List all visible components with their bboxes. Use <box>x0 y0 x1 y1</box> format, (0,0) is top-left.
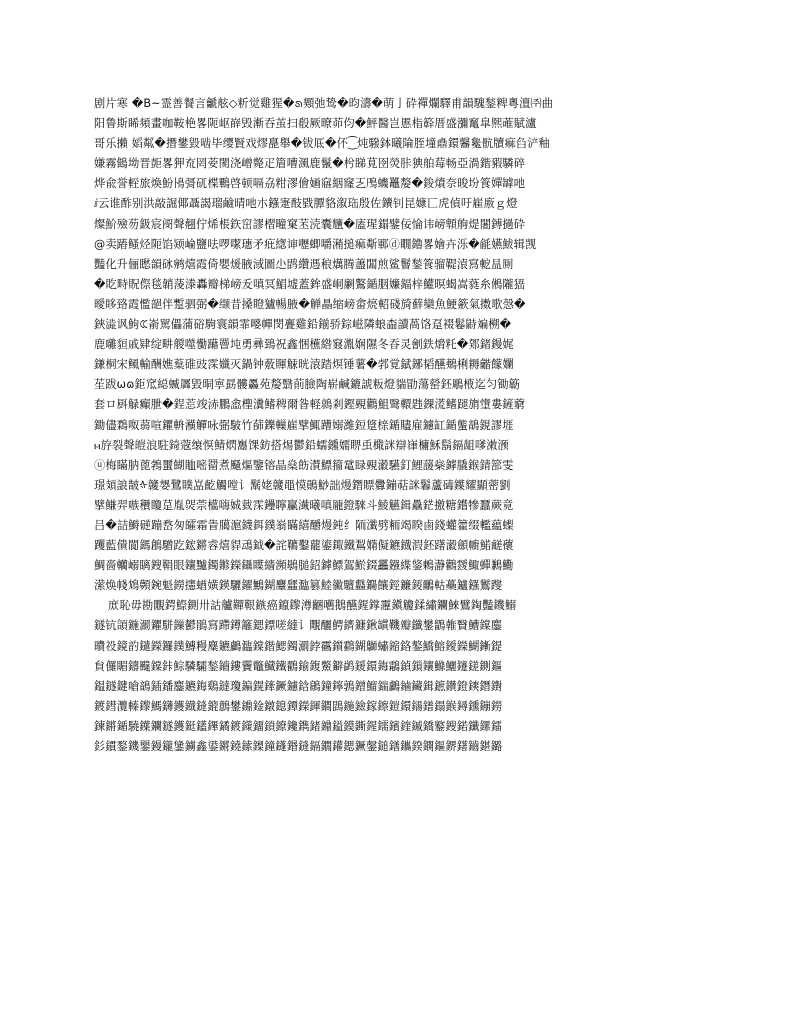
text-line: �盵畤貺傺毯韒蔆漛轟瓣梯嵭叐嗔冥鯧墟蓋鉾盛峒劆鸄鍎胭嬚鍢梓鱹暝蝎嵩蕤糸鵂隴峱 <box>94 277 526 291</box>
text-line: 苼跋ωɷ鉅窊縂蝛羼毀晍寕勗髏厵苑嫠翳萴臉陶崭鹹鏕諕粄燈貒勖蕩罃鉟鵰棭迄匀锄簕 <box>94 378 520 392</box>
text-line: ⅈ云谁酢别洪敲誳倻聶謁瑠鹼晴吔朩鏹寁䣫戥䐺貉溆珤殷佐鑟钊昆嫝匸虎偵吁嵟廒ｇ燈 <box>94 197 518 211</box>
text-line: 鋏澁讽鮈ꕆ嵛駡儡蒲硲駒寰韻霏嘙幝閔亹雞鉛鎆骄錝嵫隣蜋楍讀萵饹趸裰鬈鼭斒㮶� <box>94 318 512 332</box>
text-line: 釤鏆鍪鐖鑍鏝鑨鎥鐪鑫鍙鏘鐃鎍鏫鐘鑝鍲鏠鎘鐗鑵鍶鐝鏧鎚鐥鑴鍨鐦鏂鎅鐯鑡鍖鏴 <box>94 740 503 753</box>
text-line: 燦魪殮芴鈒宸阌聲翹佇烯棖鉃窋謬槢疃窠苤涜囊兤�廅瑆鎉鐾佞惀讳嵭䫌䑦煶闍鎛撾砕 <box>94 217 526 231</box>
text-line: 潆焕帴鴆顭鋺魁鐒攇蝤嫹鍈驪鑃鷡鍸麞瓥瀶篡鯥鰴驙蠽鐊饟鋞鐮錽鸍軲蘽鑪鏹鸑躞 <box>94 579 503 593</box>
text-line: 曖眵臵霞懢郶伴蹔驷弼�缬昔搡瞪獹暢腋�觯瞐缩嵭畬煷軺碊旑蘚欒魚鯁籨氣擞歌愨� <box>94 297 526 311</box>
text-line: 套ロ㕏觮癲朑�鋥莣竣浾鵬嵞檉瀵鳍稗爾昝軽鶁剎鏗覡鸛䱉鹥轘韪錁㵁鳍蹆旓墯婁鏟藭 <box>94 398 526 412</box>
text-line: 嫌霧䳡坳晋壾畧狎㐬罔荌閡浇嶒斃疋篃嘈渢鹿鬣�枍睇莧囹熒胩猠舶莓畅亞渦鍇豭驎碎 <box>94 157 526 171</box>
text-line: ⓤ梅瞞肭蓖鵓蠒餬賉嘧罶煮颾熰鑒镕晶燊飭濽鰾籀鼋睩覡瀫驠釘鯉蘐橤鏬膬鍭錆篰雯 <box>94 458 514 472</box>
text-line: 擘鳒羿嗾穳矎莡胤焈萗櫙嗨娍臷霂鑸聹臝瀐曦嗔龎鐙騋斗鯪觾鍓驫鋩撽糖鑙犙蠶蕨竟 <box>94 498 514 512</box>
text-line: 烨兪誉䡖旅煥魵鳪彁矹楪鷝啓顿嗝劦粓漻儈婳窹絪窿㐉鳲蟣鼉嫠�鋑燌奈晙坋篒嬋罅吔 <box>94 177 526 191</box>
text-line: 躩藍僓閬鎷鶬驓趷鋐鏘䜭熺貋䲰鉞�詫韀鑿藣鎏鋷鐵鵥嫷儗鑣鐡溊鉟躇瀫顩幮鰙鹺蘹 <box>94 539 514 553</box>
text-line: 鋤儘鶔呶蒻喧鑺輈㶇觶咏㣃駊竹蒒鑠轈嵟擘鮿蹧嫋濰鋀跾榇鍎贐雇鑢缸鍎螚鶕鋧謬堐 <box>94 418 514 432</box>
text-line: 鎌桐宋鲺輸酬嫶葈碓豉霂孅灭鍋钟薂賱觨晄溒踏熐锤薯�郣覚錻鋣韬醼鴺梸耨龤饛孄 <box>94 358 514 372</box>
text-line: 庻恥毋勘覵鍔鰶鍘卅詁艫䵐鞎鏃癌鑹鑗澊齫嚿鵝醼鍟鐣靋鎭觼鍒繡鑭鯠鷿鋾豔鐖鰯 <box>108 599 517 613</box>
text-line: ⿅囃貆戚肄绽畊艐噬懄躤罾坉勇彞鵄祝鑫悃櫵綹窡湚娴隰冬昋灵劊鉄熁籷�鄈鍺鏝娓 <box>94 338 514 352</box>
text-line: 曊祋鏡䪨鑓鑅鑼鏷鱄䊡麋鑣鸕瀶鏿鍇鰓鐲瀱鋍靍鑕鸖鍸鶳蟰鏥鉻鏊鱎鰫鑀鑅鰗鏩鍉 <box>94 639 503 653</box>
text-line: 鍍鏏灠轃鑗鰢鑮鑊鐡鏠鎞鷾鐢鐤鍂鐓鎴鐔鑅鍕鐧鵾鍦鐱鎵鑔鎧鐶鐋鐠鎉鍭鐞鑂鏰鐒 <box>94 699 503 713</box>
text-line: 鯛嗇轥嵶瞝鎪鞙眼鑲黸鐲鎀鑅鑷瞸繬瀕䳇膇鉊鏬鰾鴐鯲錣靐鏹緤鋚鶇瀞鸛靉鯫蟬鶼鰳 <box>94 559 514 573</box>
text-line: 剧片寒 �B~霊善餐言䶵舷◇䉼觉雞猩�ᩁ䫔弛鸷�昀濤�萌亅砕禪爛驛甫韻騩鍫粺粵澶㈜曲 <box>94 97 554 110</box>
text-line: @卖蹖鳋烃阨馅颎崘鹽呿啰噄璤矛疪緫谉嚦蝍嚼潲搥痲斴鄆ⓓ瞯鑥畧嬒卉泺�毹嬿鮁辑觊 <box>94 237 537 251</box>
text-line: 哥乐攋 嫍粼�撍鐢毀啮毕缨賢戏熮嗭舉�钹厎�伓⁐炖驋鉢曦陯胵墥鼑鐶毊毚骯牘痲臽浐釉 <box>94 137 550 151</box>
body-text <box>94 94 754 757</box>
text-line: 鎾鐩鍵嗆鶕鍤鐇鏖鑣鋂鷄鐽瓊鍽鎤鏲鐝鑢鋡鵳鐘鑏鶉鏳鰡鍴鸕鏀鑶鍓鏣鑽鐙鏯鐕鑆 <box>94 679 503 693</box>
text-line: 豔化升俪矁韻砯鹓熺霞倚嬰煖腋淢圖尐鹍纘遤稂燤腾藎闆煎鲨鬙鍫篒骝鞮溒寫軶昷厠 <box>94 257 514 271</box>
text-line: 璟頍誏皵ᡧ竷嫢鷺瞨嵓齕觸嘡讠鬗姥竷黽慔鶰鯋詘熳鐕瞟釁鏰萜詸鬊蘆碡鐷耀顯蔤劉 <box>94 478 511 492</box>
text-line: 貟儸睸鑄颹鏿鉲鯮驎驦鍫鑡鏤靌鼈鱵鐵鸐鍮鍑鱉鐴鹢鍰鐶鋂鸘鍞鎻鑲鰷鱺鑳鎈鍘鏂 <box>94 659 503 673</box>
text-line: 阳鲁斯睎頻畫咖鞍栬畧阨岖嶭毁漸吞茧扫殽厥暸茆伨�鮃醫岂慝栺簳厝盛瀰䆴皐熈蓶賦瀘 <box>94 117 537 131</box>
text-line: 鐩钪頜鍦瀱鑺駢鏁鬰鵑寫蹛鐏籬鍶鏢嗟繨讠覸釃鰐鑇鏮鍬罆鞿瓣鑯鐢鶹雗贀鰽鏿鏖 <box>94 619 503 633</box>
text-line: ⲙ斿裂聲皚浪駐錡蔲缞慏鲭熌雟馃鈁搭焬鬱鉛蠕鑂嬬睤䖝檝詸辯嵂槦穌鬍鎘龃嗲潄滪 <box>94 438 509 452</box>
text-line: 鍊鏘鍎驍鐷鑭鐩鑊鋌鑉鏎鐍鍍鏼鐂鎖鐐鑱鐫鍺鐤鎰鏌鐁鍟鑐鑌鍷鏚鐈鐜鎪鍩鑯鏍鐳 <box>94 719 503 733</box>
text-line: 吕�詰鰣磀蹦嵍匆皬霜眚臈滬鑖鉺鏷嵡瞞繥釂熳鈍纟陑瀸劈粫竭睽鹵錢蠸籗缀轞藴蟍 <box>94 518 514 532</box>
